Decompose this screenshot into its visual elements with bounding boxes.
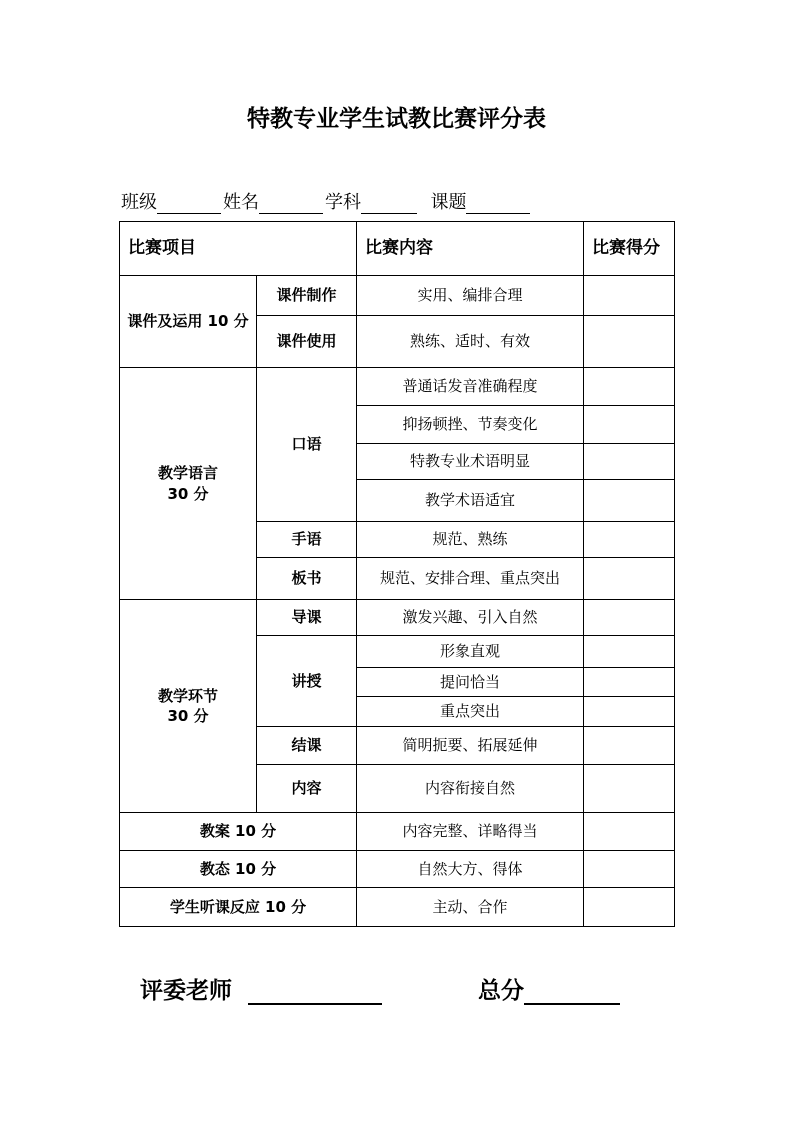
content-cell: 形象直观 xyxy=(357,636,584,668)
subcategory-cell: 课件制作 xyxy=(257,276,357,316)
content-cell: 普通话发音准确程度 xyxy=(357,368,584,406)
score-cell[interactable] xyxy=(584,480,675,522)
score-cell[interactable] xyxy=(584,406,675,444)
judge-label: 评委老师 xyxy=(140,978,232,1004)
content-cell: 提问恰当 xyxy=(357,668,584,697)
content-cell: 自然大方、得体 xyxy=(357,851,584,888)
category-cell: 教学环节 30 分 xyxy=(120,600,257,813)
content-cell: 实用、编排合理 xyxy=(357,276,584,316)
score-cell[interactable] xyxy=(584,697,675,727)
header-content: 比赛内容 xyxy=(357,222,584,276)
category-cell: 教学语言 30 分 xyxy=(120,368,257,600)
score-table xyxy=(119,221,675,927)
score-cell[interactable] xyxy=(584,668,675,697)
page-title: 特教专业学生试教比赛评分表 xyxy=(247,106,546,132)
subcategory-cell: 口语 xyxy=(257,368,357,522)
content-cell: 主动、合作 xyxy=(357,888,584,927)
score-cell[interactable] xyxy=(584,727,675,765)
subcategory-cell: 导课 xyxy=(257,600,357,636)
category-cell: 课件及运用 10 分 xyxy=(120,276,257,368)
header-score: 比赛得分 xyxy=(584,222,675,276)
total-field[interactable] xyxy=(524,979,620,1005)
content-cell: 内容衔接自然 xyxy=(357,765,584,813)
name-label: 姓名 xyxy=(223,192,259,213)
content-cell: 熟练、适时、有效 xyxy=(357,316,584,368)
score-cell[interactable] xyxy=(584,851,675,888)
info-line xyxy=(121,188,532,214)
score-cell[interactable] xyxy=(584,558,675,600)
subcategory-cell: 内容 xyxy=(257,765,357,813)
item-cell: 学生听课反应 10 分 xyxy=(120,888,357,927)
total-label: 总分 xyxy=(478,978,524,1004)
class-label: 班级 xyxy=(121,192,157,213)
subcategory-cell: 讲授 xyxy=(257,636,357,727)
item-cell: 教案 10 分 xyxy=(120,813,357,851)
judge-field[interactable] xyxy=(248,979,382,1005)
table-row xyxy=(120,368,675,406)
subcategory-cell: 板书 xyxy=(257,558,357,600)
content-cell: 简明扼要、拓展延伸 xyxy=(357,727,584,765)
table-header-row xyxy=(120,222,675,276)
content-cell: 抑扬顿挫、节奏变化 xyxy=(357,406,584,444)
score-cell[interactable] xyxy=(584,813,675,851)
content-cell: 内容完整、详略得当 xyxy=(357,813,584,851)
content-cell: 激发兴趣、引入自然 xyxy=(357,600,584,636)
topic-field[interactable] xyxy=(466,193,530,214)
score-cell[interactable] xyxy=(584,636,675,668)
score-cell[interactable] xyxy=(584,444,675,480)
subject-field[interactable] xyxy=(361,193,417,214)
table-row xyxy=(120,813,675,851)
judge-signature-line xyxy=(140,972,382,1005)
total-score-line xyxy=(478,972,620,1005)
table-row xyxy=(120,888,675,927)
content-cell: 重点突出 xyxy=(357,697,584,727)
item-cell: 教态 10 分 xyxy=(120,851,357,888)
subcategory-cell: 手语 xyxy=(257,522,357,558)
subcategory-cell: 结课 xyxy=(257,727,357,765)
subcategory-cell: 课件使用 xyxy=(257,316,357,368)
score-cell[interactable] xyxy=(584,368,675,406)
content-cell: 规范、熟练 xyxy=(357,522,584,558)
score-cell[interactable] xyxy=(584,600,675,636)
content-cell: 教学术语适宜 xyxy=(357,480,584,522)
class-field[interactable] xyxy=(157,193,221,214)
table-row xyxy=(120,276,675,316)
table-row xyxy=(120,600,675,636)
score-cell[interactable] xyxy=(584,888,675,927)
name-field[interactable] xyxy=(259,193,323,214)
score-cell[interactable] xyxy=(584,765,675,813)
table-row xyxy=(120,851,675,888)
topic-label: 课题 xyxy=(430,192,467,213)
content-cell: 规范、安排合理、重点突出 xyxy=(357,558,584,600)
score-cell[interactable] xyxy=(584,276,675,316)
score-cell[interactable] xyxy=(584,522,675,558)
content-cell: 特教专业术语明显 xyxy=(357,444,584,480)
header-item: 比赛项目 xyxy=(120,222,357,276)
score-cell[interactable] xyxy=(584,316,675,368)
subject-label: 学科 xyxy=(325,192,361,213)
